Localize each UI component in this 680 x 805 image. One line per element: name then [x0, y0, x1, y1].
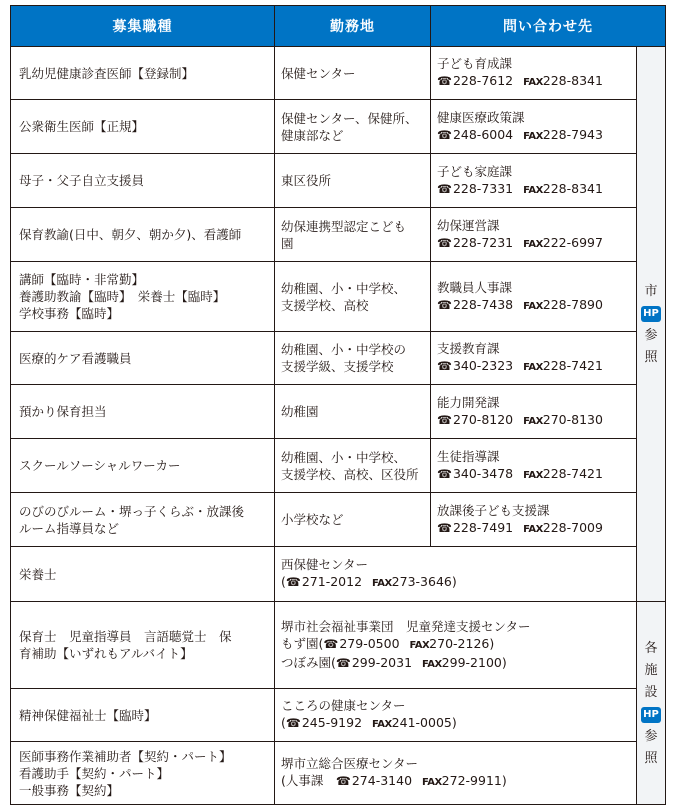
job-title-cell — [11, 385, 275, 439]
facility-contact-cell — [275, 742, 637, 805]
tel-fax-line — [437, 234, 634, 253]
work-location: 保健センター — [281, 65, 356, 81]
job-title: のびのびルーム・堺っ子くらぶ・放課後 — [19, 503, 245, 519]
header-job: 募集職種 — [11, 6, 275, 47]
contact-cell — [431, 208, 637, 262]
phone-icon: ☎ — [437, 412, 452, 427]
work-location: 健康部など — [281, 127, 344, 143]
phone-number: 228-7491 — [452, 519, 514, 535]
contact-department: 放課後子ども支援課 — [437, 502, 550, 518]
phone-icon: ☎ — [335, 655, 351, 670]
work-location: 支援学級、支援学校 — [281, 359, 394, 374]
tel-fax-line — [281, 573, 632, 592]
fax-label: FAX — [523, 415, 543, 427]
job-title: 乳幼児健康診査医師【登録制】 — [19, 65, 195, 81]
phone-icon: ☎ — [285, 575, 301, 589]
tel-fax-line — [281, 772, 632, 791]
contact-prefix: ( — [281, 715, 286, 730]
job-title-cell — [11, 493, 275, 547]
work-location: 支援学校、高校 — [281, 297, 369, 313]
table-header-row — [11, 6, 666, 47]
fax-label: FAX — [422, 658, 442, 670]
job-title-cell — [11, 439, 275, 493]
tel-fax-line — [437, 411, 634, 430]
job-title: 保育士 児童指導員 言語聴覚士 保 — [19, 629, 232, 644]
work-location: 幼稚園、小・中学校、 — [281, 449, 407, 465]
phone-number: 340-2323 — [452, 358, 514, 373]
side-char: 参 — [644, 328, 658, 343]
contact-department: 支援教育課 — [437, 341, 500, 356]
fax-number: 228-7421 — [542, 465, 603, 481]
contact-prefix: もず園( — [281, 635, 324, 651]
side-note-text — [641, 284, 661, 366]
phone-number: 271-2012 — [301, 574, 363, 589]
contact-suffix: ) — [501, 773, 507, 788]
job-title: 講師【臨時・非常勤】 — [19, 272, 145, 287]
job-title: スクールソーシャルワーカー — [19, 458, 181, 473]
side-note-city — [637, 47, 666, 602]
table-row — [11, 742, 666, 805]
job-title: 学校事務【臨時】 — [19, 306, 120, 321]
contact-prefix: ( — [281, 574, 286, 589]
work-location-cell — [275, 439, 431, 493]
facility-contact-cell — [275, 689, 637, 742]
phone-number: 274-3140 — [351, 773, 413, 788]
fax-label: FAX — [523, 523, 543, 535]
contact-suffix: ) — [451, 574, 457, 589]
phone-number: 228-7331 — [452, 180, 514, 196]
fax-number: 273-3646 — [391, 574, 452, 589]
fax-label: FAX — [523, 469, 543, 481]
side-char: 各 — [644, 641, 658, 656]
fax-number: 228-8341 — [542, 73, 603, 88]
fax-number: 228-8341 — [542, 180, 603, 196]
table-row — [11, 689, 666, 742]
job-title-cell — [11, 100, 275, 154]
tel-fax-line — [437, 296, 634, 315]
job-title-cell — [11, 602, 275, 689]
contact-department: 教職員人事課 — [437, 279, 513, 295]
phone-icon: ☎ — [437, 520, 452, 535]
header-location: 勤務地 — [275, 6, 431, 47]
job-title: ルーム指導員など — [19, 520, 120, 536]
work-location: 幼稚園、小・中学校の — [281, 342, 407, 357]
table-row — [11, 100, 666, 154]
fax-number: 228-7421 — [542, 358, 603, 373]
phone-number: 228-7612 — [452, 73, 514, 88]
fax-number: 228-7890 — [542, 296, 603, 312]
job-title: 預かり保育担当 — [19, 404, 107, 419]
job-title: 看護助手【契約・パート】 — [19, 765, 170, 781]
contact-department: 生徒指導課 — [437, 448, 500, 464]
phone-number: 299-2031 — [351, 654, 413, 670]
table-row — [11, 547, 666, 602]
fax-number: 228-7009 — [542, 519, 603, 535]
work-location: 幼稚園、小・中学校、 — [281, 280, 407, 296]
work-location: 小学校など — [281, 512, 344, 527]
fax-number: 270-8130 — [542, 411, 603, 427]
hp-badge: HP — [641, 707, 661, 723]
job-title: 育補助【いずれもアルバイト】 — [19, 646, 193, 661]
work-location: 幼稚園 — [281, 404, 319, 419]
work-location: 園 — [281, 235, 294, 251]
tel-fax-line — [281, 635, 632, 654]
phone-number: 279-0500 — [339, 635, 400, 651]
fax-label: FAX — [409, 639, 430, 651]
work-location-cell — [275, 154, 431, 208]
job-title: 医師事務作業補助者【契約・パート】 — [19, 748, 232, 764]
recruitment-table — [10, 5, 666, 805]
hp-badge: HP — [641, 306, 661, 322]
work-location-cell — [275, 100, 431, 154]
phone-icon: ☎ — [437, 74, 452, 88]
table-row — [11, 154, 666, 208]
fax-number: 270-2126 — [429, 635, 490, 651]
work-location-cell — [275, 47, 431, 100]
facility-name: こころの健康センター — [281, 698, 406, 713]
contact-cell — [431, 154, 637, 208]
work-location: 保健センター、保健所、 — [281, 110, 418, 126]
contact-suffix: ) — [501, 654, 507, 670]
phone-number: 245-9192 — [301, 715, 363, 730]
job-title-cell — [11, 742, 275, 805]
table-row — [11, 208, 666, 262]
job-title: 医療的ケア看護職員 — [19, 350, 132, 366]
work-location: 東区役所 — [281, 173, 332, 188]
table-row — [11, 332, 666, 385]
work-location-cell — [275, 332, 431, 385]
side-note-text — [641, 641, 661, 767]
job-title-cell — [11, 689, 275, 742]
contact-department: 能力開発課 — [437, 394, 500, 410]
phone-icon: ☎ — [437, 181, 452, 196]
contact-suffix: ) — [489, 635, 495, 651]
side-char: 市 — [644, 284, 658, 299]
contact-suffix: ) — [451, 715, 457, 730]
phone-icon: ☎ — [437, 297, 452, 312]
tel-fax-line — [281, 714, 632, 733]
fax-number: 272-9911 — [441, 773, 502, 788]
job-title-cell — [11, 547, 275, 602]
tel-fax-line — [437, 519, 634, 538]
contact-cell — [431, 439, 637, 493]
table-row — [11, 47, 666, 100]
contact-prefix: (人事課 — [281, 773, 336, 788]
job-title: 一般事務【契約】 — [19, 782, 120, 798]
work-location: 支援学校、高校、区役所 — [281, 466, 419, 482]
fax-number: 228-7943 — [542, 126, 603, 142]
side-char: 施 — [644, 663, 658, 678]
phone-icon: ☎ — [437, 359, 452, 373]
tel-fax-line — [437, 72, 634, 91]
fax-label: FAX — [523, 130, 543, 142]
fax-label: FAX — [523, 184, 543, 196]
contact-cell — [431, 47, 637, 100]
contact-cell — [431, 385, 637, 439]
job-title: 精神保健福祉士【臨時】 — [19, 707, 157, 723]
phone-icon: ☎ — [437, 466, 452, 481]
contact-cell — [431, 493, 637, 547]
fax-label: FAX — [523, 300, 543, 312]
phone-icon: ☎ — [437, 235, 452, 250]
side-char: 照 — [644, 350, 658, 365]
fax-label: FAX — [372, 719, 392, 730]
phone-number: 270-8120 — [452, 411, 514, 427]
side-char: 照 — [644, 751, 658, 766]
job-title: 母子・父子自立支援員 — [19, 173, 145, 188]
contact-department: 健康医療政策課 — [437, 109, 525, 125]
contact-cell — [431, 100, 637, 154]
work-location: 幼保連携型認定こども — [281, 218, 407, 234]
phone-number: 228-7438 — [452, 296, 514, 312]
table-row — [11, 602, 666, 689]
facility-name: 堺市社会福祉事業団 児童発達支援センター — [281, 618, 531, 634]
contact-department: 子ども育成課 — [437, 56, 513, 71]
fax-label: FAX — [422, 777, 442, 788]
tel-fax-line — [437, 180, 634, 199]
facility-name: 西保健センター — [281, 557, 369, 572]
phone-icon: ☎ — [437, 127, 452, 142]
fax-label: FAX — [523, 238, 543, 250]
work-location-cell — [275, 262, 431, 332]
phone-icon: ☎ — [323, 636, 339, 651]
job-title-cell — [11, 332, 275, 385]
job-title: 公衆衛生医師【正規】 — [19, 119, 145, 134]
contact-prefix: つぼみ園( — [281, 654, 336, 670]
work-location-cell — [275, 208, 431, 262]
job-title: 保育教諭(日中、朝夕、朝か夕)、看護師 — [19, 227, 242, 242]
work-location-cell — [275, 385, 431, 439]
work-location-cell — [275, 493, 431, 547]
tel-fax-line — [437, 465, 634, 484]
job-title-cell — [11, 47, 275, 100]
phone-number: 248-6004 — [452, 126, 514, 142]
facility-contact-cell — [275, 547, 637, 602]
fax-number: 299-2100 — [441, 654, 502, 670]
facility-contact-cell — [275, 602, 637, 689]
tel-fax-line — [281, 654, 632, 673]
side-note-each — [637, 602, 666, 805]
table-row — [11, 262, 666, 332]
table-row — [11, 493, 666, 547]
phone-icon: ☎ — [335, 774, 351, 788]
job-title-cell — [11, 154, 275, 208]
fax-label: FAX — [523, 362, 543, 373]
job-title-cell — [11, 262, 275, 332]
contact-cell — [431, 262, 637, 332]
fax-label: FAX — [523, 77, 543, 88]
phone-number: 340-3478 — [452, 465, 514, 481]
contact-department: 幼保運営課 — [437, 217, 500, 233]
fax-label: FAX — [372, 578, 392, 589]
fax-number: 222-6997 — [542, 234, 603, 250]
fax-number: 241-0005 — [391, 715, 452, 730]
header-contact: 問い合わせ先 — [431, 6, 666, 47]
contact-department: 子ども家庭課 — [437, 163, 513, 179]
side-char: 設 — [644, 685, 658, 700]
facility-name: 堺市立総合医療センター — [281, 756, 419, 771]
job-title-cell — [11, 208, 275, 262]
job-title: 養護助教諭【臨時】 栄養士【臨時】 — [19, 289, 226, 304]
phone-icon: ☎ — [285, 716, 301, 730]
contact-cell — [431, 332, 637, 385]
table-row — [11, 385, 666, 439]
table-row — [11, 439, 666, 493]
side-char: 参 — [644, 729, 658, 744]
phone-number: 228-7231 — [452, 234, 514, 250]
tel-fax-line — [437, 126, 634, 145]
job-title: 栄養士 — [19, 566, 57, 582]
tel-fax-line — [437, 357, 634, 376]
